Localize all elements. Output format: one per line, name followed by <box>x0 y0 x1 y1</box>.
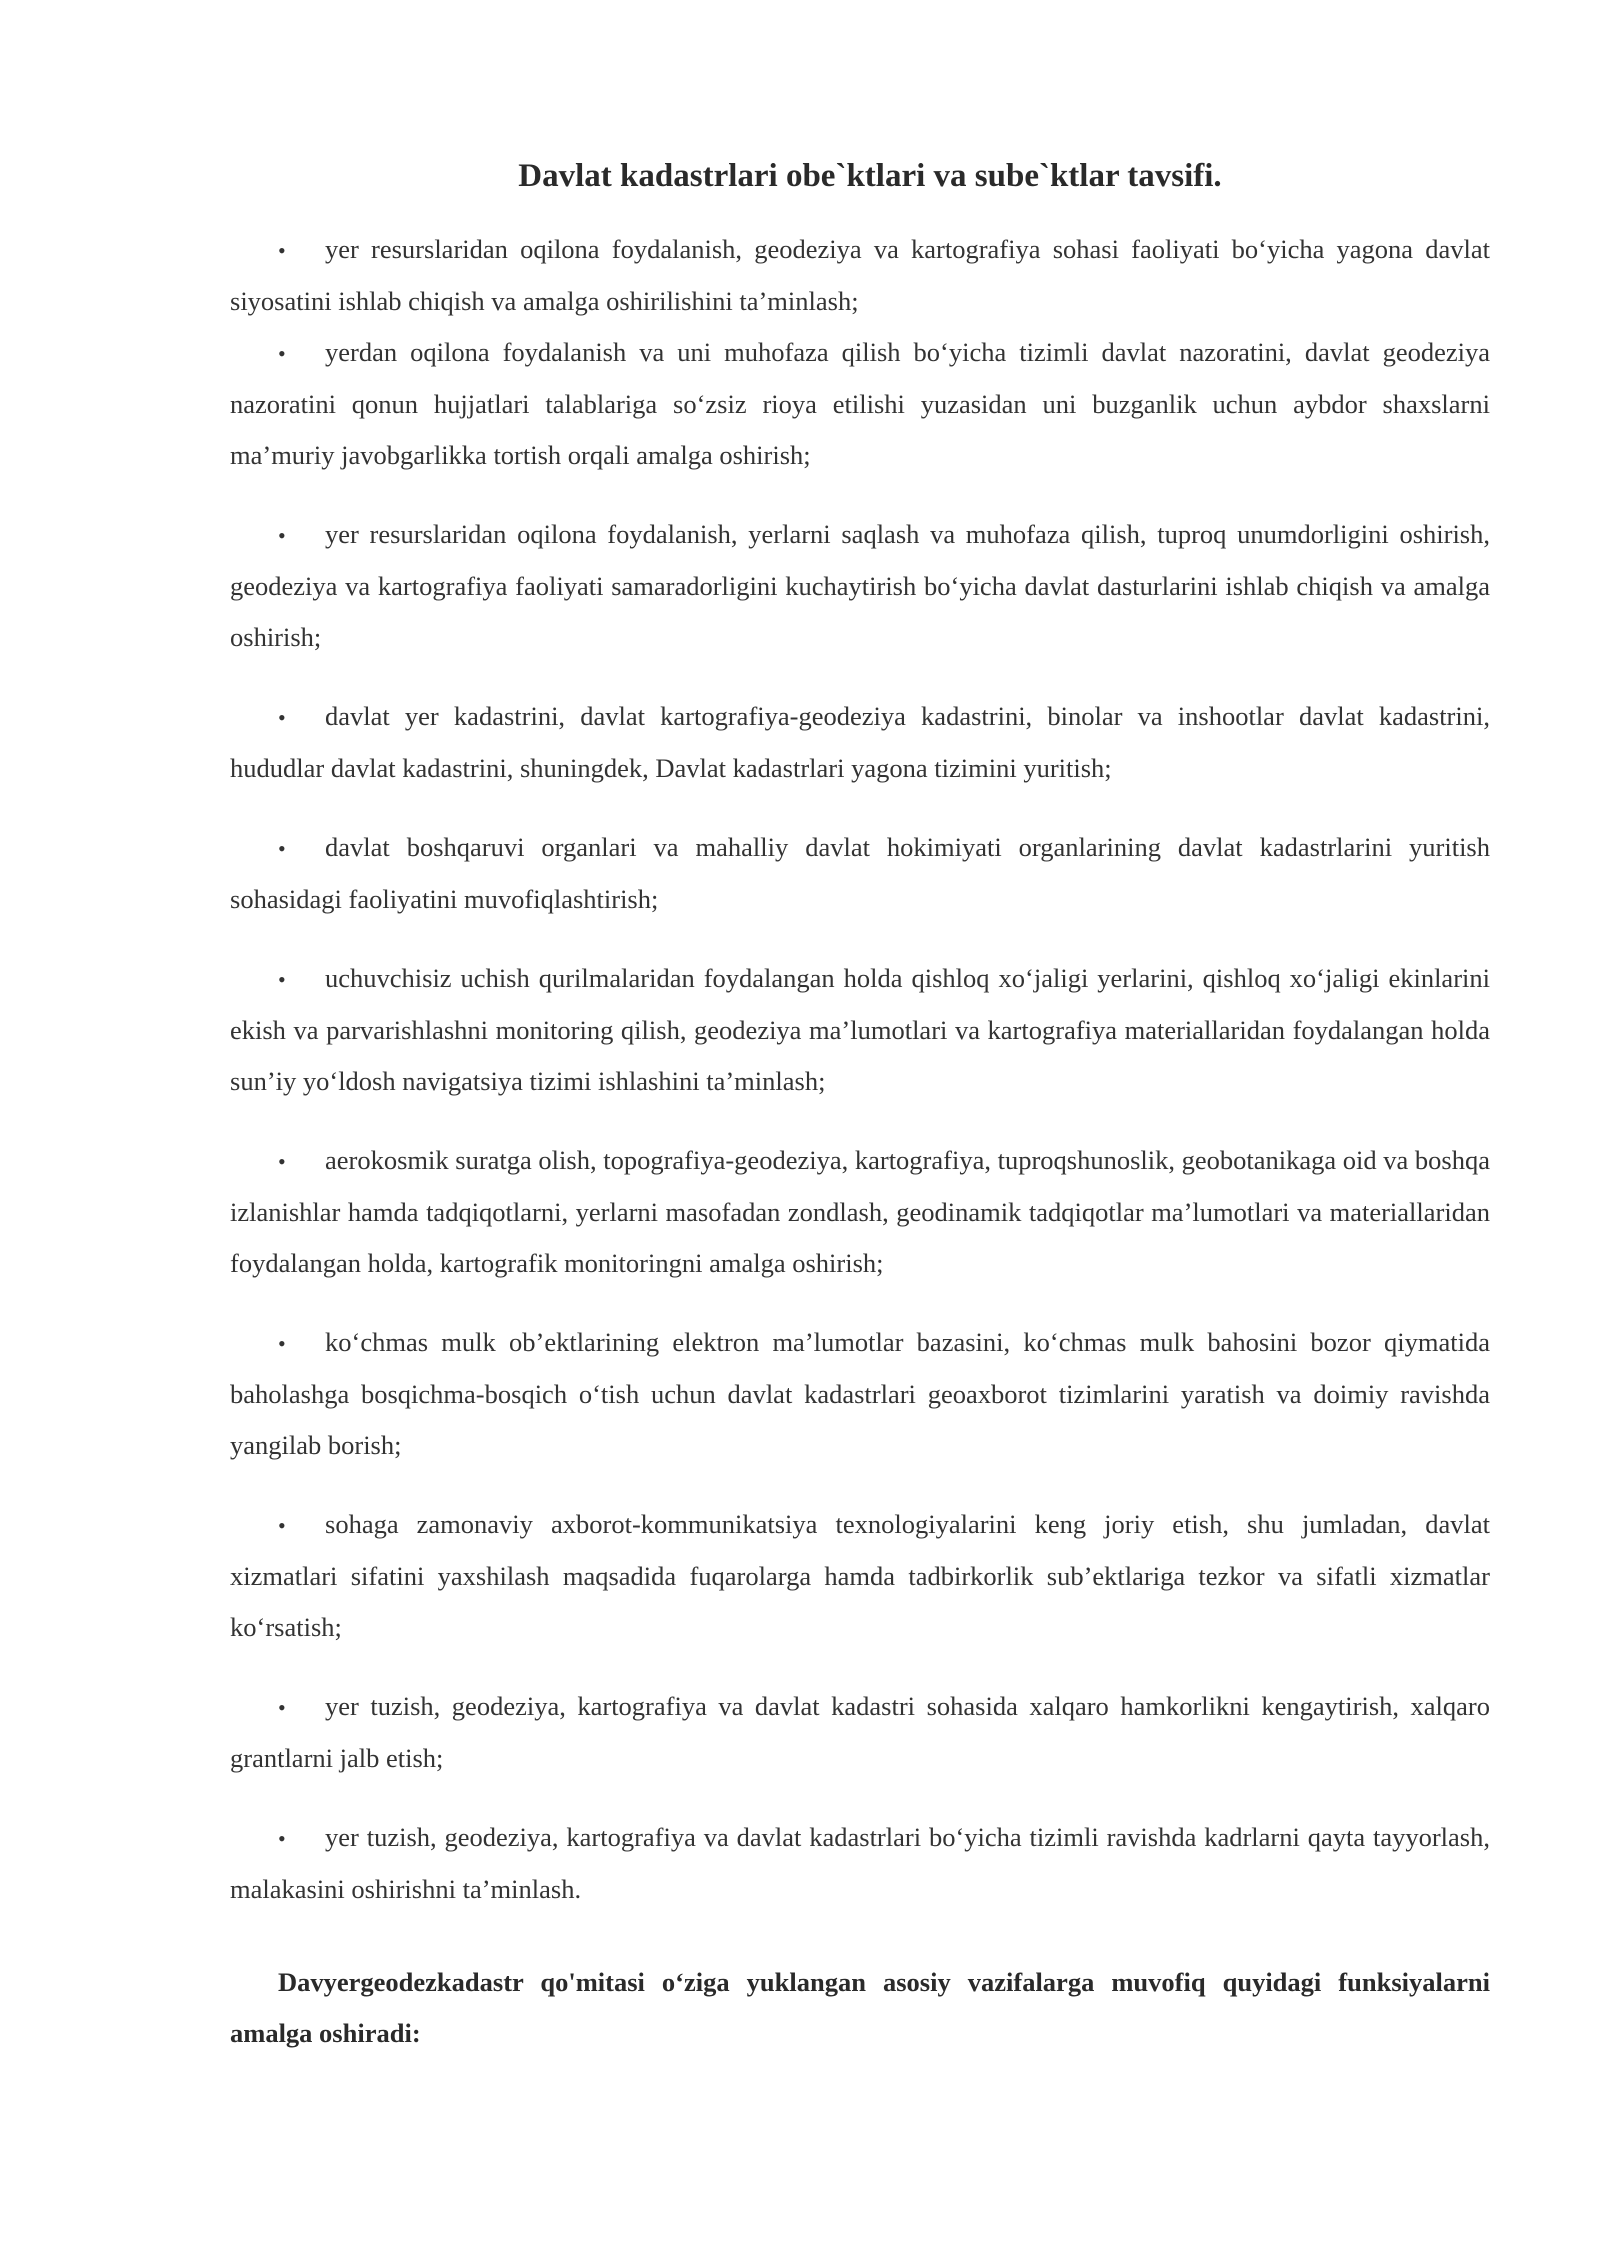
list-item <box>230 1317 1490 1471</box>
document-page <box>230 150 1490 2059</box>
bullet-icon: • <box>278 705 286 730</box>
bullet-icon: • <box>278 1695 286 1720</box>
list-item <box>230 691 1490 794</box>
bullet-icon: • <box>278 238 286 263</box>
bullet-icon: • <box>278 967 286 992</box>
list-item <box>230 1499 1490 1653</box>
list-item-text: davlat boshqaruvi organlari va mahalliy davlat hokimiyati organlarining davlat kadastrlarini yuritish sohasidagi faoliyatini muvofiqlashtirish; <box>230 832 1490 914</box>
bullet-icon: • <box>278 523 286 548</box>
list-item <box>230 327 1490 481</box>
bullet-icon: • <box>278 1826 286 1851</box>
list-item-text: yer tuzish, geodeziya, kartografiya va davlat kadastri sohasida xalqaro hamkorlikni kengaytirish, xalqaro grantlarni jalb etish; <box>230 1691 1490 1773</box>
list-item-text: davlat yer kadastrini, davlat kartografiya-geodeziya kadastrini, binolar va inshootlar davlat kadastrini, hududlar davlat kadastrini, shuningdek, Davlat kadastrlari yagona tizimini yuritish; <box>230 701 1490 783</box>
closing-paragraph: Davyergeodezkadastr qo'mitasi o‘ziga yuklangan asosiy vazifalarga muvofiq quyidagi funksiyalarni amalga oshiradi: <box>230 1967 1490 2048</box>
list-item <box>230 1812 1490 1915</box>
bullet-icon: • <box>278 1331 286 1356</box>
list-item <box>230 822 1490 925</box>
bullet-icon: • <box>278 341 286 366</box>
document-title: Davlat kadastrlari obe`ktlari va sube`ktlar tavsifi. <box>518 158 1222 194</box>
list-item-text: aerokosmik suratga olish, topografiya-geodeziya, kartografiya, tuproqshunoslik, geobotanikaga oid va boshqa izlanishlar hamda tadqiqotlarni, yerlarni masofadan zondlash, geodinamik tadqiqotlar ma’lumotlari va materiallaridan foydalangan holda, kartografik monitoringni amalga oshirish; <box>230 1145 1490 1278</box>
list-item-text: yer tuzish, geodeziya, kartografiya va davlat kadastrlari bo‘yicha tizimli ravishda kadrlarni qayta tayyorlash, malakasini oshirishni ta’minlash. <box>230 1822 1490 1904</box>
bullet-icon: • <box>278 1149 286 1174</box>
list-item-text: uchuvchisiz uchish qurilmalaridan foydalangan holda qishloq xo‘jaligi yerlarini, qishloq xo‘jaligi ekinlarini ekish va parvarishlashni monitoring qilish, geodeziya ma’lumotlari va kartografiya materiallaridan foydalangan holda sun’iy yo‘ldosh navigatsiya tizimi ishlashini ta’minlash; <box>230 963 1490 1096</box>
list-item <box>230 1681 1490 1784</box>
list-item-text: ko‘chmas mulk ob’ektlarining elektron ma’lumotlar bazasini, ko‘chmas mulk bahosini bozor qiymatida baholashga bosqichma-bosqich o‘tish uchun davlat kadastrlari geoaxborot tizimlarini yaratish va doimiy ravishda yangilab borish; <box>230 1327 1490 1460</box>
bullet-icon: • <box>278 1513 286 1538</box>
list-item-text: sohaga zamonaviy axborot-kommunikatsiya texnologiyalarini keng joriy etish, shu jumladan, davlat xizmatlari sifatini yaxshilash maqsadida fuqarolarga hamda tadbirkorlik sub’ektlariga tezkor va sifatli xizmatlar ko‘rsatish; <box>230 1509 1490 1642</box>
list-item <box>230 1135 1490 1289</box>
bullet-icon: • <box>278 836 286 861</box>
list-item-text: yerdan oqilona foydalanish va uni muhofaza qilish bo‘yicha tizimli davlat nazoratini, davlat geodeziya nazoratini qonun hujjatlari talablariga so‘zsiz rioya etilishi yuzasidan uni buzganlik uchun aybdor shaxslarni ma’muriy javobgarlikka tortish orqali amalga oshirish; <box>230 337 1490 470</box>
list-item-text: yer resurslaridan oqilona foydalanish, yerlarni saqlash va muhofaza qilish, tuproq unumdorligini oshirish, geodeziya va kartografiya faoliyati samaradorligini kuchaytirish bo‘yicha davlat dasturlarini ishlab chiqish va amalga oshirish; <box>230 519 1490 652</box>
function-list <box>230 224 1490 1915</box>
list-item <box>230 224 1490 327</box>
list-item <box>230 509 1490 663</box>
list-item-text: yer resurslaridan oqilona foydalanish, geodeziya va kartografiya sohasi faoliyati bo‘yicha yagona davlat siyosatini ishlab chiqish va amalga oshirilishini ta’minlash; <box>230 234 1490 316</box>
list-item <box>230 953 1490 1107</box>
